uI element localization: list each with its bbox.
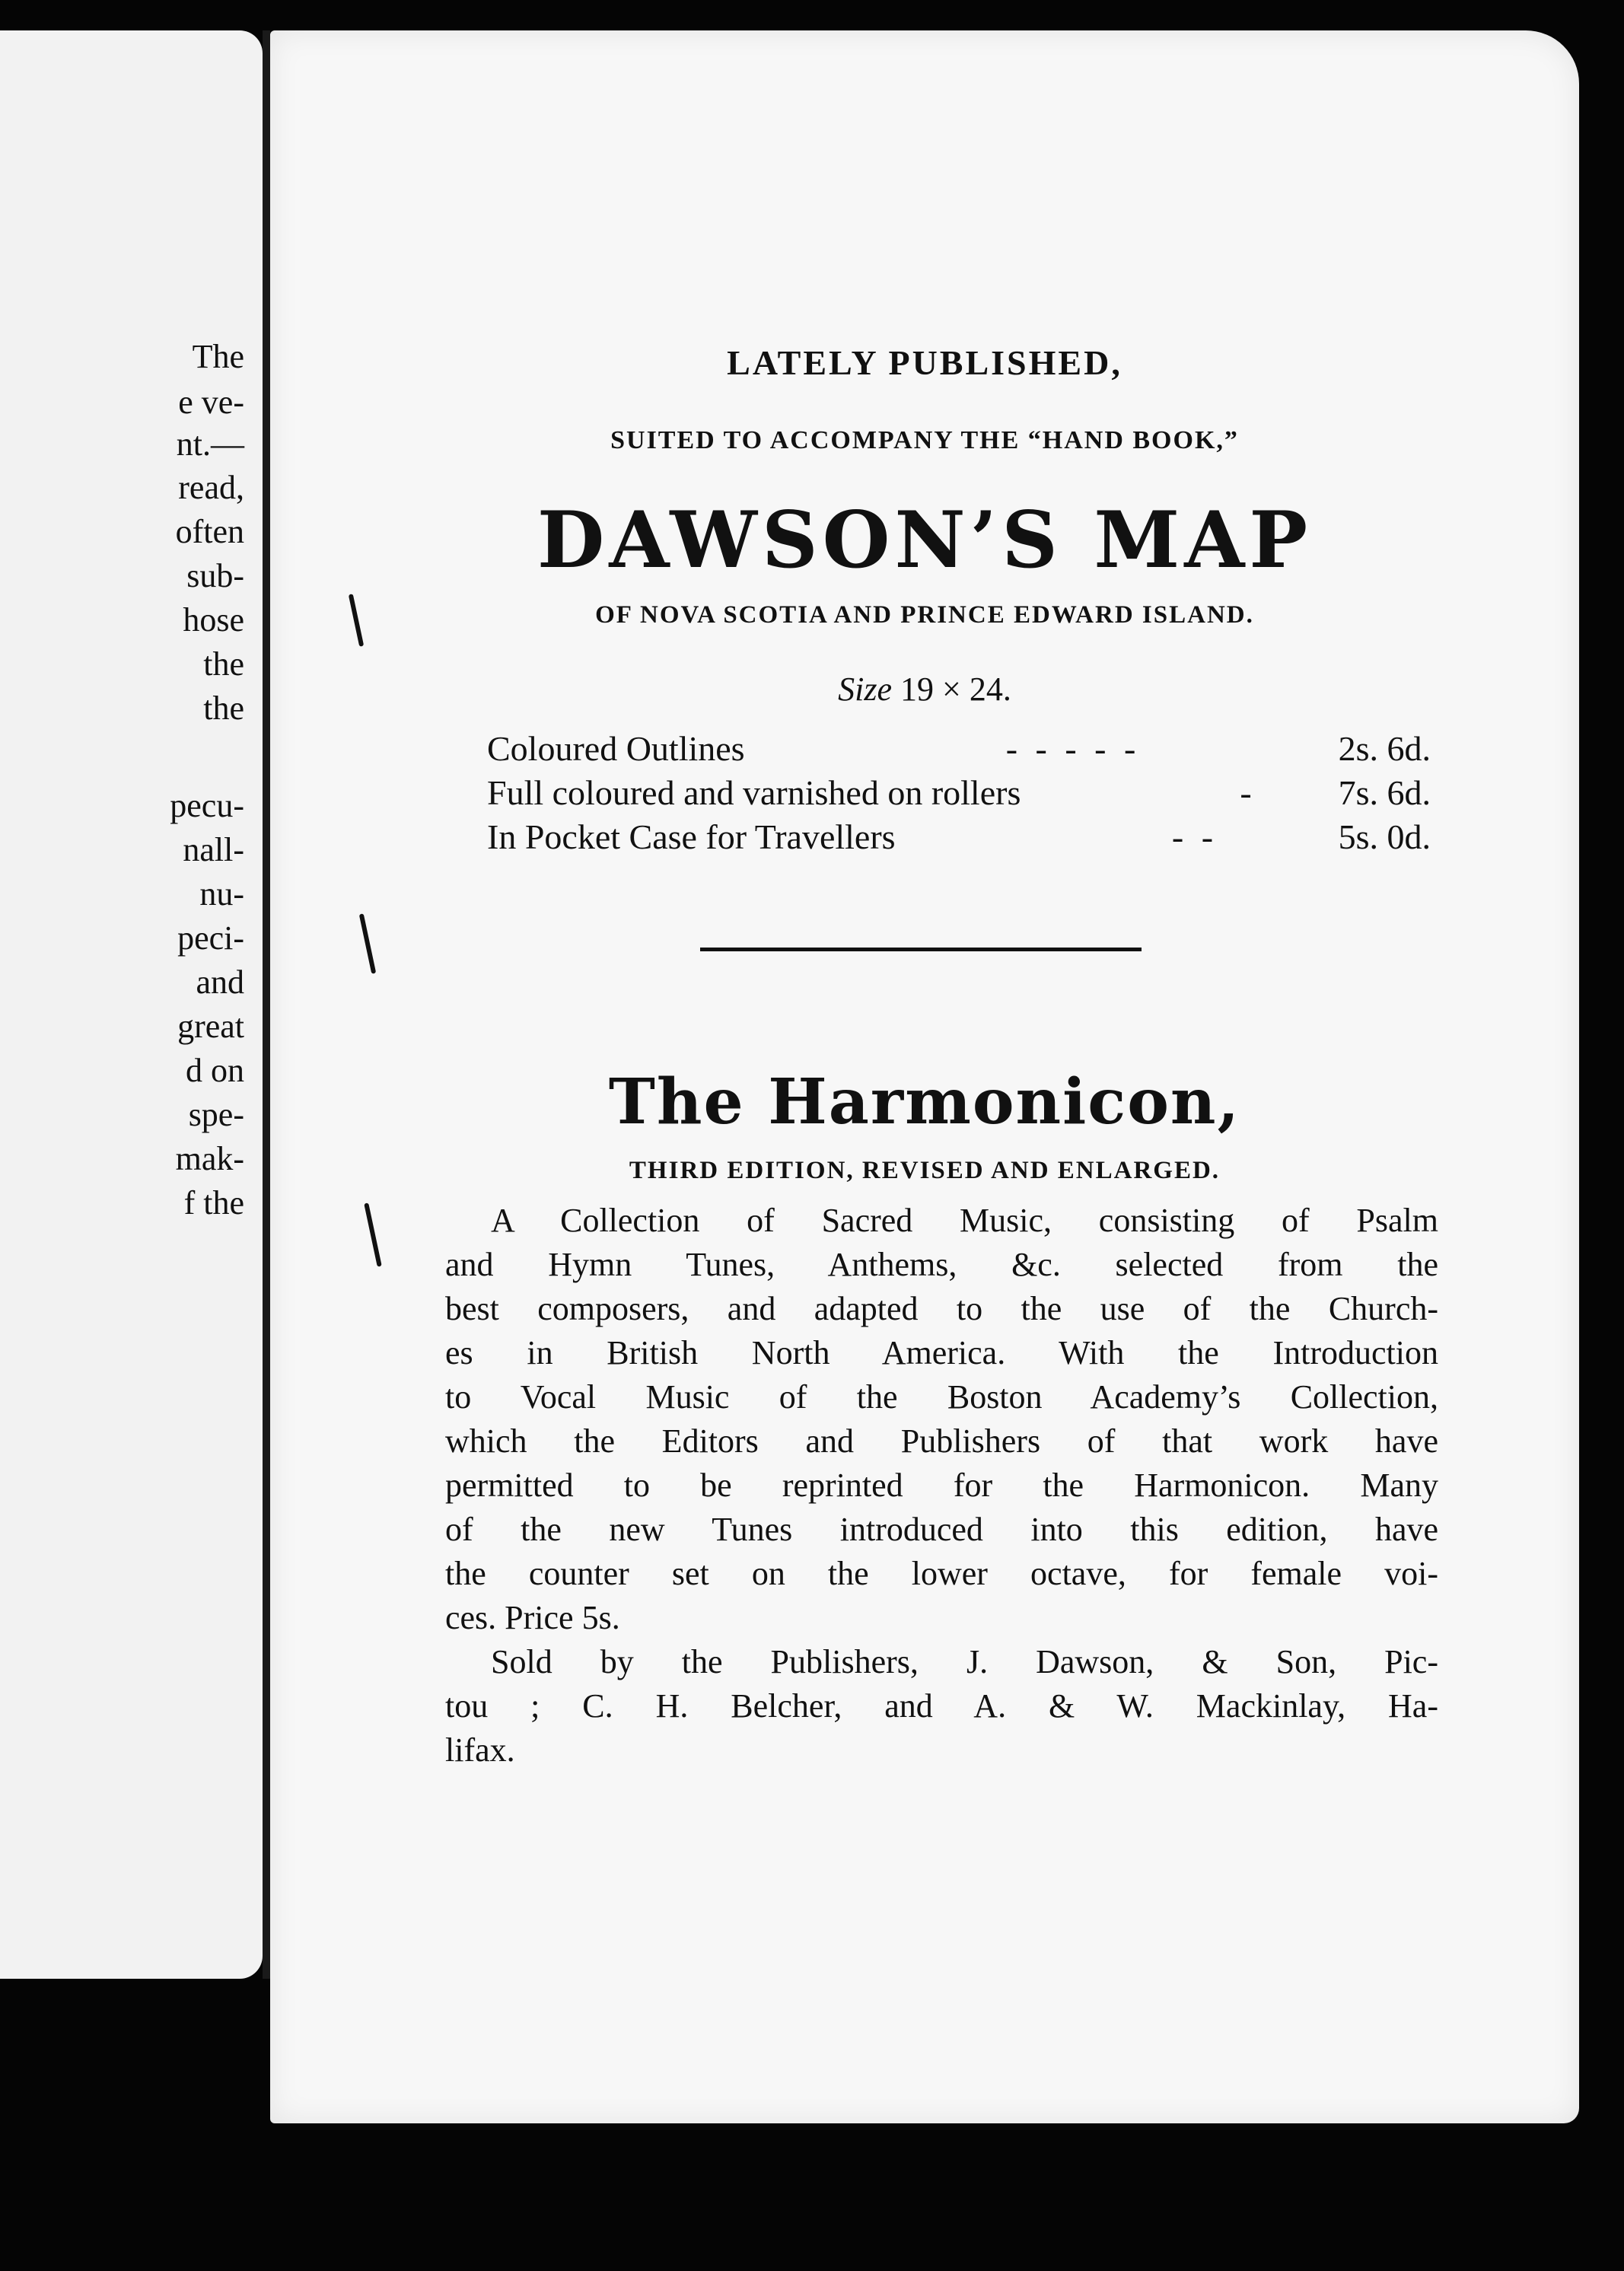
size-label: Size bbox=[838, 670, 893, 708]
facing-page-line: d on bbox=[186, 1052, 244, 1089]
map-size bbox=[270, 670, 1579, 709]
description-line: ces. Price 5s. bbox=[445, 1599, 620, 1636]
harmonicon-description bbox=[445, 1199, 1438, 1773]
facing-page-line: nt.— bbox=[176, 425, 244, 463]
lately-published-heading: LATELY PUBLISHED, bbox=[727, 343, 1122, 382]
price-row bbox=[487, 815, 1431, 859]
map-title: DAWSON’S MAP bbox=[537, 495, 1313, 586]
price-value: 2s. 6d. bbox=[1338, 729, 1431, 768]
facing-page-line: e ve- bbox=[178, 384, 244, 421]
facing-page-line: pecu- bbox=[170, 787, 244, 824]
price-value: 5s. 0d. bbox=[1338, 817, 1431, 856]
facing-page bbox=[0, 30, 263, 1979]
size-value: 19 × 24. bbox=[900, 670, 1011, 708]
price-value: 7s. 6d. bbox=[1338, 773, 1431, 812]
book-gutter bbox=[263, 30, 270, 1979]
facing-page-line: and bbox=[196, 964, 244, 1001]
facing-page-line: spe- bbox=[188, 1096, 244, 1133]
description-line: es in British North America. With the Introduction bbox=[445, 1334, 1438, 1371]
price-item: Full coloured and varnished on rollers bbox=[487, 773, 1021, 812]
facing-page-line: mak- bbox=[175, 1140, 244, 1177]
binding-mark bbox=[364, 1202, 382, 1266]
price-item: In Pocket Case for Travellers bbox=[487, 817, 896, 856]
binding-mark bbox=[359, 913, 377, 973]
sold-by-line: tou ; C. H. Belcher, and A. & W. Mackinlay, Ha- bbox=[445, 1687, 1438, 1725]
price-leader: - bbox=[1240, 773, 1256, 812]
description-line: which the Editors and Publishers of that work have bbox=[445, 1422, 1438, 1460]
suited-subheading: SUITED TO ACCOMPANY THE “HAND BOOK,” bbox=[610, 426, 1239, 454]
description-line: of the new Tunes introduced into this edition, have bbox=[445, 1511, 1438, 1548]
facing-page-line: the bbox=[203, 690, 244, 727]
description-line: the counter set on the lower octave, for female voi- bbox=[445, 1555, 1438, 1592]
price-leader: - - bbox=[1171, 817, 1218, 856]
map-region: OF NOVA SCOTIA AND PRINCE EDWARD ISLAND. bbox=[595, 601, 1254, 629]
price-list bbox=[487, 727, 1431, 859]
facing-page-line: peci- bbox=[177, 919, 244, 957]
edition-note: THIRD EDITION, REVISED AND ENLARGED. bbox=[629, 1157, 1221, 1184]
description-line: and Hymn Tunes, Anthems, &c. selected from the bbox=[445, 1246, 1438, 1283]
facing-page-line: often bbox=[175, 513, 244, 550]
description-line: A Collection of Sacred Music, consisting of Psalm bbox=[491, 1202, 1438, 1239]
description-line: best composers, and adapted to the use of the Church- bbox=[445, 1290, 1438, 1327]
price-item: Coloured Outlines bbox=[487, 729, 745, 768]
facing-page-line: The bbox=[192, 338, 244, 375]
price-leader: - - - - - bbox=[1005, 729, 1141, 768]
sold-by-line: lifax. bbox=[445, 1731, 515, 1769]
description-line: permitted to be reprinted for the Harmonicon. Many bbox=[445, 1467, 1438, 1504]
facing-page-line: hose bbox=[183, 601, 244, 639]
section-divider bbox=[700, 948, 1142, 951]
sold-by-line: Sold by the Publishers, J. Dawson, & Son, Pic- bbox=[491, 1643, 1438, 1680]
facing-page-line: sub- bbox=[186, 557, 244, 594]
facing-page-line: f the bbox=[183, 1184, 244, 1221]
facing-page-line: nall- bbox=[183, 831, 244, 868]
description-line: to Vocal Music of the Boston Academy’s Collection, bbox=[445, 1378, 1438, 1416]
price-row bbox=[487, 771, 1431, 815]
price-row bbox=[487, 727, 1431, 771]
facing-page-line: nu- bbox=[199, 875, 244, 913]
facing-page-line: read, bbox=[178, 469, 244, 506]
facing-page-line: great bbox=[177, 1008, 244, 1045]
harmonicon-title: The Harmonicon, bbox=[608, 1065, 1241, 1139]
facing-page-line: the bbox=[203, 645, 244, 683]
